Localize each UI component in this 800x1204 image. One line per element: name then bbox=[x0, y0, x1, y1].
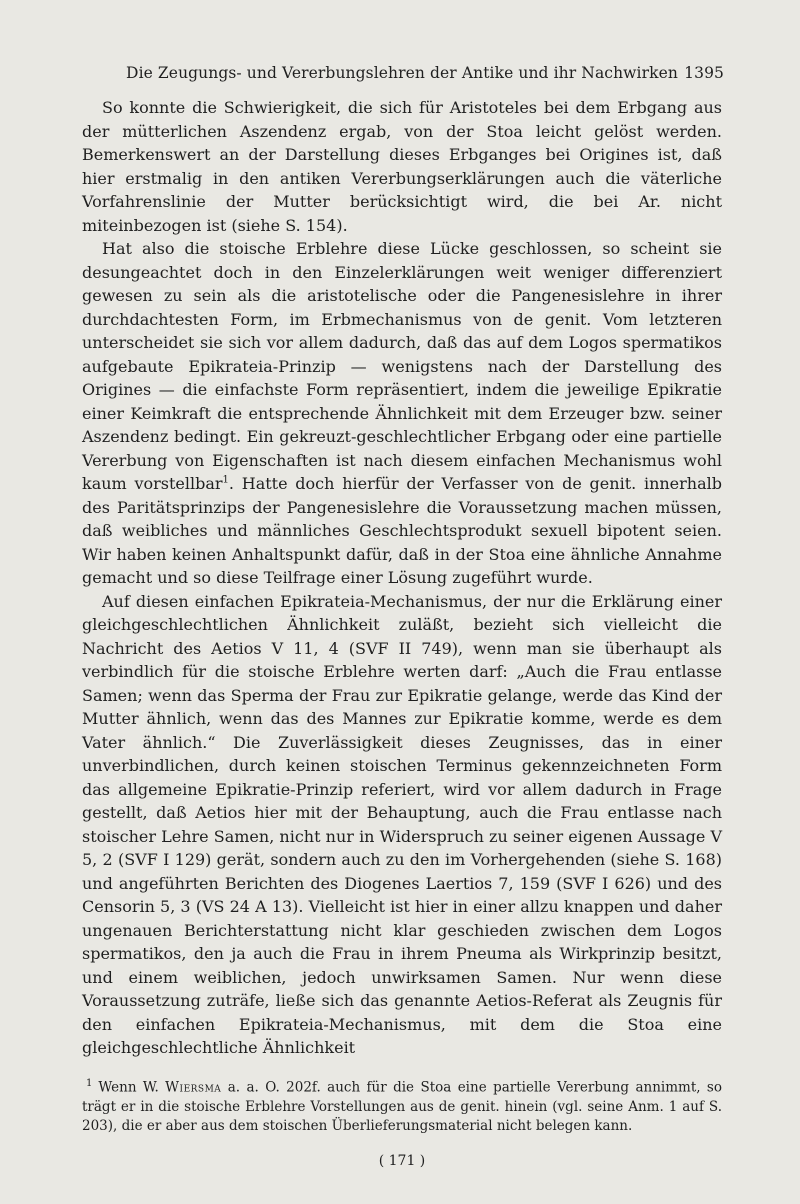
running-head-page-number: 1395 bbox=[684, 64, 724, 82]
paragraph-2-text: Hat also die stoische Erblehre diese Lücke geschlossen, so scheint sie desungeachtet doch in den Einzelerklärungen weit weniger differenziert gewesen zu sein als die aristotelische oder die Pangenesislehre in ihrer durchdachtesten Form, im Erbmechanismus von de genit. Vom letzteren unterscheidet sie sich vor allem dadurch, daß das auf dem Logos spermatikos aufgebaute Epikrateia-Prinzip — wenigstens nach der Darstellung des Origines — die einfachste Form repräsentiert, indem die jeweilige Epikratie einer Keimkraft die entsprechende Ähnlichkeit mit dem Erzeuger bzw. seiner Aszendenz bedingt. Ein gekreuzt-geschlechtlicher Erbgang oder eine partielle Vererbung von Eigenschaften ist nach diesem einfachen Mechanismus wohl kaum vorstellbar bbox=[82, 239, 722, 493]
paragraph-3: Auf diesen einfachen Epikrateia-Mechanismus, der nur die Erklärung einer gleichgeschlechtlichen Ähnlichkeit zuläßt, bezieht sich vielleicht die Nachricht des Aetios V 11, 4 (SVF II 749), wenn man sie überhaupt als verbindlich für die stoische Erblehre werten darf: „Auch die Frau entlasse Samen; wenn das Sperma der Frau zur Epikratie gelange, werde das Kind der Mutter ähnlich, wenn das des Mannes zur Epikratie komme, werde es dem Vater ähnlich.“ Die Zuverlässigkeit dieses Zeugnisses, das in einer unverbindlichen, durch keinen stoischen Terminus gekennzeichneten Form das allgemeine Epikratie-Prinzip referiert, wird vor allem dadurch in Frage gestellt, daß Aetios hier mit der Behauptung, auch die Frau entlasse nach stoischer Lehre Samen, nicht nur in Widerspruch zu seiner eigenen Aussage V 5, 2 (SVF I 129) gerät, sondern auch zu den im Vorhergehenden (siehe S. 168) und angeführten Berichten des Diogenes Laertios 7, 159 (SVF I 626) und des Censorin 5, 3 (VS 24 A 13). Vielleicht ist hier in einer allzu knappen und daher ungenauen Berichterstattung nicht klar geschieden zwischen dem Logos spermatikos, den ja auch die Frau in ihrem Pneuma als Wirkprinzip besitzt, und einem weiblichen, jedoch unwirksamen Samen. Nur wenn diese Voraussetzung zuträfe, ließe sich das genannte Aetios-Referat als Zeugnis für den einfachen Epikrateia-Mechanismus, mit dem die Stoa eine gleichgeschlechtliche Ähnlichkeit bbox=[82, 591, 722, 1057]
footnote-text-rest: a. a. O. 202f. auch für die Stoa eine partielle Vererbung annimmt, so trägt er in die stoische Erblehre Vorstellungen aus de genit. hinein (vgl. seine Anm. 1 auf S. 203), die er aber aus dem stoischen Überlieferungsmaterial nicht belegen kann. bbox=[82, 1079, 722, 1134]
running-head bbox=[82, 64, 722, 92]
footnote-reference: 1 bbox=[222, 474, 229, 486]
footnote-text-start: Wenn W. bbox=[98, 1079, 166, 1095]
running-head-title: Die Zeugungs- und Vererbungslehren der Antike und ihr Nachwirken bbox=[126, 64, 678, 82]
folio: ( 171 ) bbox=[378, 1152, 426, 1169]
footnote-author-name: Wiersma bbox=[165, 1079, 222, 1095]
body-text bbox=[82, 96, 722, 1060]
paragraph-2-continuation: . Hatte doch hierfür der Verfasser von de genit. innerhalb des Paritätsprinzips der Pangenesislehre die Voraussetzung machen müssen, daß weibliches und männliches Geschlechtsprodukt sexuell bipotent seien. Wir haben keinen Anhaltspunkt dafür, daß in der Stoa eine ähnliche Annahme gemacht und so diese Teilfrage einer Lösung zugeführt wurde. bbox=[82, 474, 722, 587]
paragraph-1: So konnte die Schwierigkeit, die sich für Aristoteles bei dem Erbgang aus der mütterlichen Aszendenz ergab, von der Stoa leicht gelöst werden. Bemerkenswert an der Darstellung dieses Erbganges bei Origines ist, daß hier erstmalig in den antiken Vererbungserklärungen auch die väterliche Vorfahrenslinie der Mutter berücksichtigt wird, die bei Ar. nicht miteinbezogen ist (siehe S. 154). bbox=[82, 98, 722, 235]
document-page bbox=[82, 64, 722, 1169]
footnote-mark: 1 bbox=[86, 1077, 93, 1089]
footnote bbox=[82, 1074, 722, 1137]
paragraph-2 bbox=[82, 237, 722, 590]
